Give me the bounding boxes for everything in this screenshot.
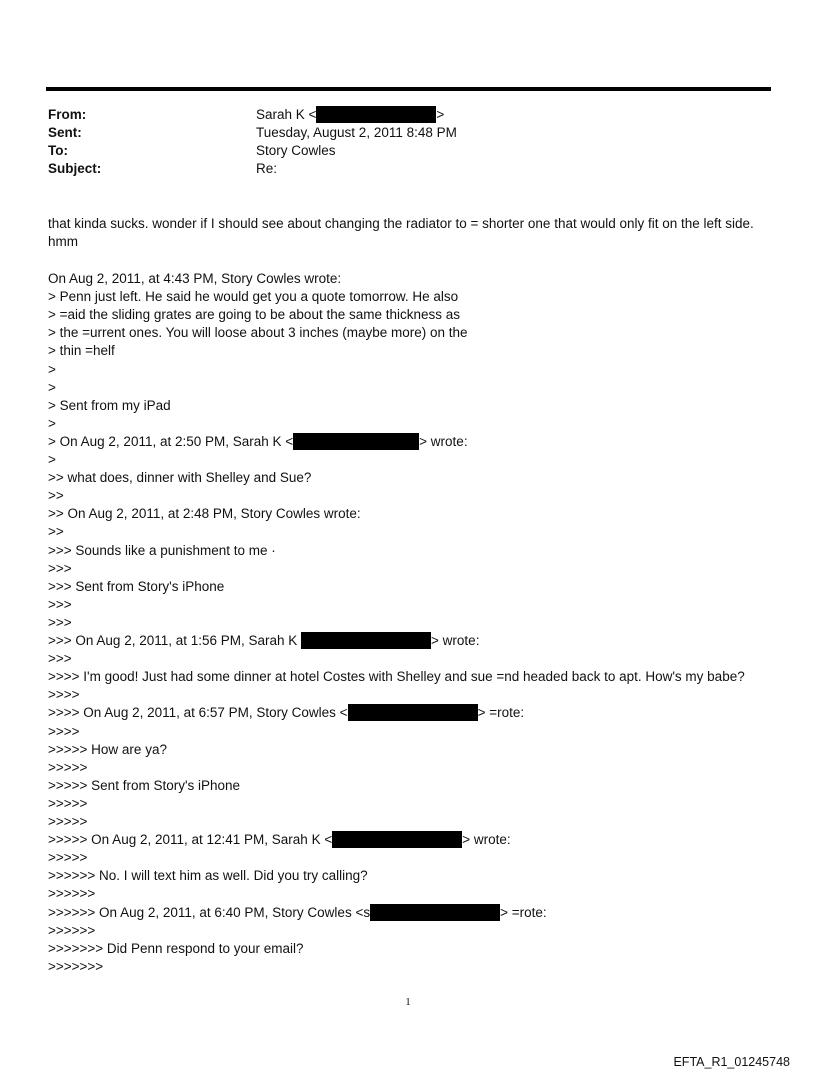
- to-label: To:: [48, 143, 68, 158]
- redaction-block: [293, 433, 419, 450]
- body-line-text: >>> On Aug 2, 2011, at 1:56 PM, Sarah K: [48, 633, 302, 648]
- body-line: >: [48, 415, 56, 431]
- body-line-text: > wrote:: [419, 433, 468, 449]
- body-line-text: > =rote:: [477, 705, 525, 721]
- body-line: > thin =helf: [48, 343, 115, 359]
- body-line: >>: [48, 524, 64, 540]
- body-line: >>>>>>> Did Penn respond to your email?: [48, 940, 304, 956]
- top-rule: [46, 87, 771, 91]
- redaction-block: [370, 904, 500, 921]
- body-line-text: >>>> On Aug 2, 2011, at 6:57 PM, Story Cowles <: [48, 705, 348, 721]
- body-line: >>>>: [48, 687, 80, 703]
- body-line-text: > wrote:: [462, 832, 511, 848]
- body-line: >>>>>> No. I will text him as well. Did you try calling?: [48, 868, 368, 884]
- from-value-prefix: Sarah K <: [256, 107, 317, 122]
- body-line: >>>: [48, 560, 72, 576]
- body-line-text: > wrote:: [431, 633, 480, 648]
- body-line: >>>>>: [48, 795, 88, 811]
- body-line: [48, 831, 511, 849]
- body-line: [48, 904, 547, 922]
- email-body: [48, 215, 773, 990]
- redaction-block: [301, 632, 431, 649]
- redaction-block: [348, 704, 478, 721]
- body-line: > =aid the sliding grates are going to be about the same thickness as: [48, 307, 461, 323]
- body-line: > the =urrent ones. You will loose about 3 inches (maybe more) on the: [48, 325, 468, 341]
- body-line: >: [48, 361, 56, 377]
- body-line: >>>>>: [48, 814, 88, 829]
- body-line: >>>>> How are ya?: [48, 741, 167, 757]
- body-line-text: >>>>> On Aug 2, 2011, at 12:41 PM, Sarah K <: [48, 832, 333, 848]
- page-number: 1: [405, 996, 411, 1008]
- subject-label: Subject:: [48, 161, 102, 176]
- redaction-block: [332, 831, 462, 848]
- body-line: >>>: [48, 596, 72, 612]
- document-id: EFTA_R1_01245748: [673, 1055, 790, 1069]
- body-line: >>> Sounds like a punishment to me ·: [48, 542, 276, 558]
- body-line: >>>: [48, 614, 72, 630]
- to-value: Story Cowles: [256, 143, 336, 158]
- from-label: From:: [48, 107, 87, 122]
- body-line: [48, 433, 468, 451]
- body-line-text: > On Aug 2, 2011, at 2:50 PM, Sarah K <: [48, 433, 294, 449]
- body-line: >>>>> Sent from Story's iPhone: [48, 777, 241, 793]
- body-intro: that kinda sucks. wonder if I should see about changing the radiator to = shorter one that would only fit on the left side. hmm: [48, 216, 754, 249]
- body-line: >>>: [48, 651, 72, 667]
- body-line: > Sent from my iPad: [48, 397, 171, 413]
- body-line: >: [48, 379, 56, 395]
- body-line: >>>>>>: [48, 922, 96, 938]
- body-line: >> On Aug 2, 2011, at 2:48 PM, Story Cowles wrote:: [48, 506, 361, 522]
- body-line-text: > =rote:: [500, 904, 547, 920]
- body-line: >: [48, 452, 56, 467]
- body-line: >>>>>>: [48, 886, 96, 902]
- body-line: >>>> I'm good! Just had some dinner at hotel Costes with Shelley and sue =nd headed back to apt. How's my babe?: [48, 669, 745, 685]
- body-line: >>> Sent from Story's iPhone: [48, 578, 225, 594]
- body-line: >> what does, dinner with Shelley and Sue?: [48, 470, 312, 486]
- body-line: On Aug 2, 2011, at 4:43 PM, Story Cowles wrote:: [48, 271, 342, 286]
- sent-value: Tuesday, August 2, 2011 8:48 PM: [256, 125, 457, 140]
- from-value: [256, 106, 444, 124]
- body-line: [48, 632, 479, 650]
- body-line: >>: [48, 488, 64, 504]
- body-line-text: >>>>>> On Aug 2, 2011, at 6:40 PM, Story Cowles <s: [48, 904, 371, 920]
- sent-label: Sent:: [48, 125, 82, 140]
- subject-value: Re:: [256, 161, 278, 176]
- email-header: [48, 106, 773, 182]
- body-line: >>>>>>>: [48, 958, 104, 974]
- redaction-block: [316, 106, 436, 123]
- body-line: >>>>>: [48, 759, 88, 775]
- from-value-suffix: >: [436, 107, 445, 122]
- body-line: > Penn just left. He said he would get you a quote tomorrow. He also: [48, 289, 459, 305]
- body-line: [48, 704, 524, 722]
- body-line: >>>>: [48, 723, 80, 739]
- body-line: >>>>>: [48, 850, 88, 866]
